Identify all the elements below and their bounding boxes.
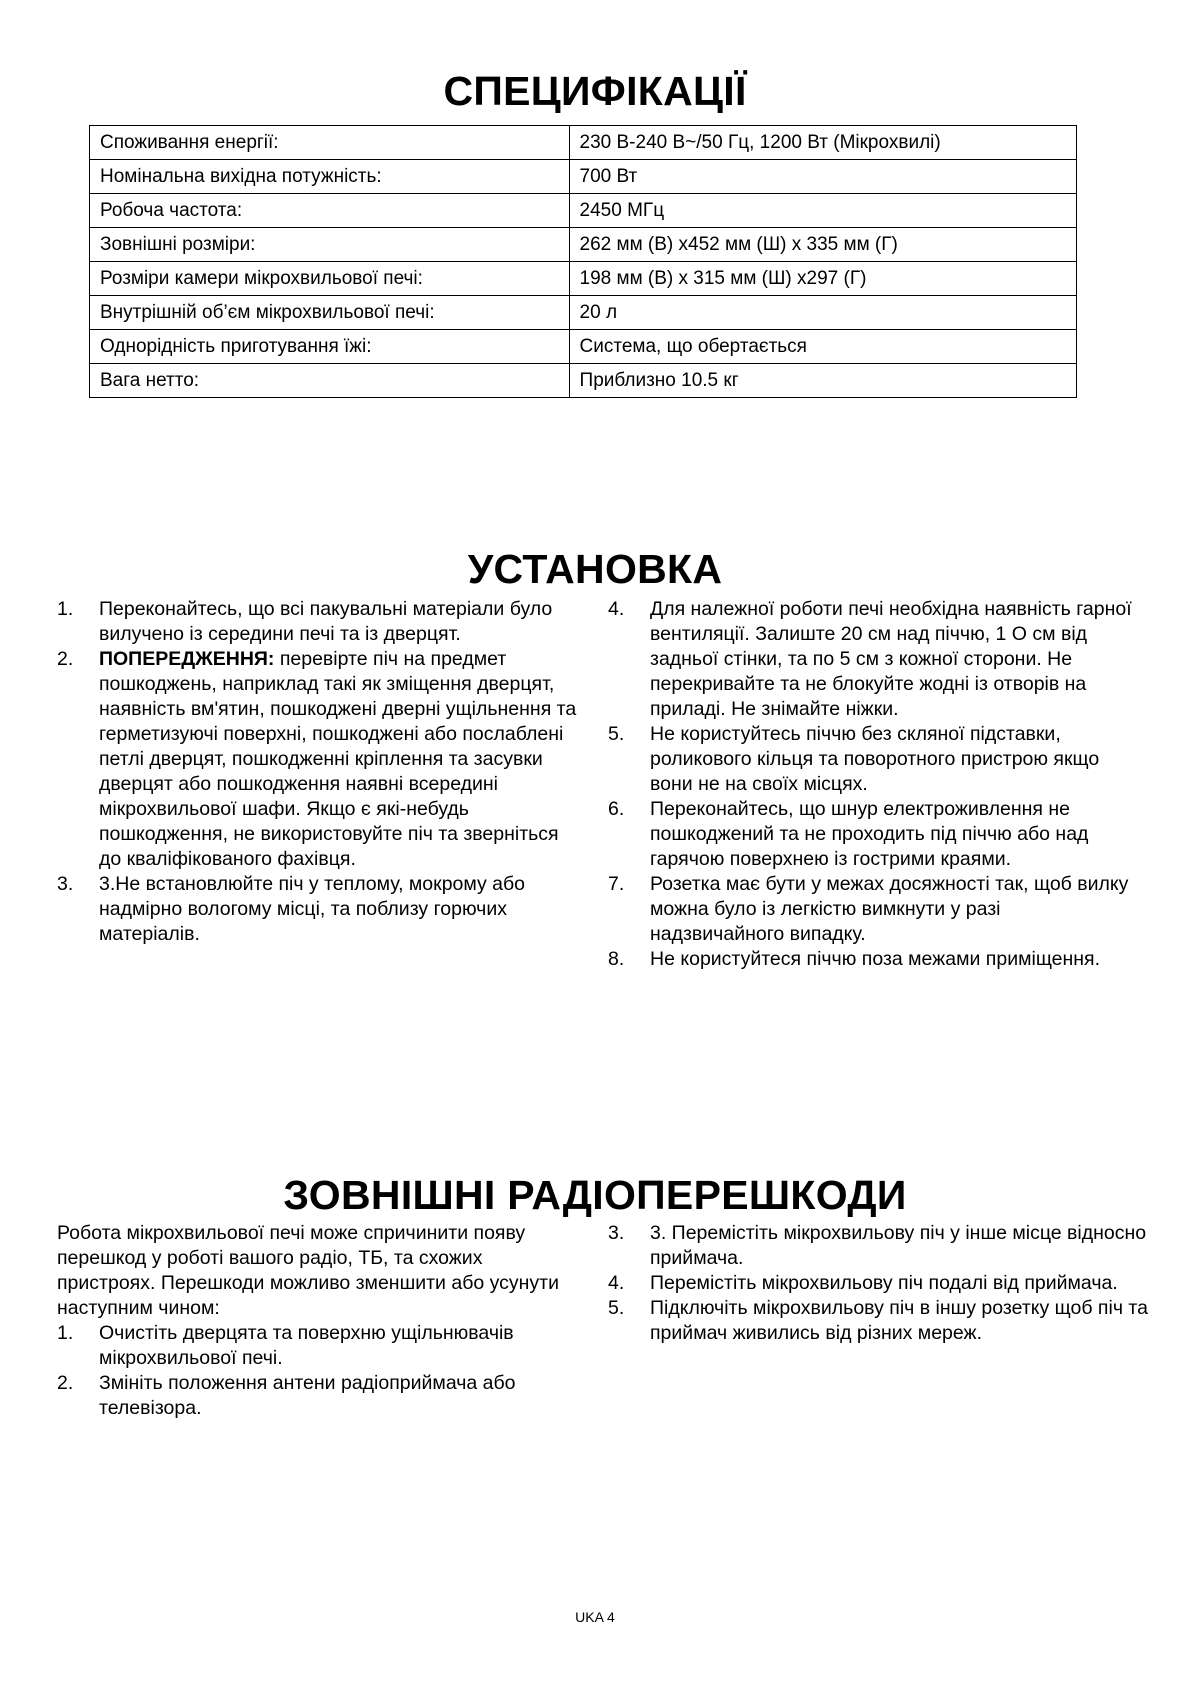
list-item — [57, 872, 577, 947]
spec-value: 2450 МГц — [569, 194, 1076, 228]
item-number: 8. — [608, 948, 625, 970]
spec-value: 20 л — [569, 296, 1076, 330]
spec-label: Номінальна вихідна потужність: — [90, 160, 570, 194]
item-text: Підключіть мікрохвильову піч в іншу розетку щоб піч та приймач живились від різних мереж. — [650, 1297, 1148, 1344]
radio-interference-right — [608, 1221, 1148, 1346]
spec-value: 230 В-240 В~/50 Гц, 1200 Вт (Мікрохвилі) — [569, 126, 1076, 160]
item-text: Переконайтесь, що всі пакувальні матеріали було вилучено із середини печі та із дверцят. — [99, 598, 553, 645]
spec-value: 262 мм (В) x452 мм (Ш) x 335 мм (Г) — [569, 228, 1076, 262]
item-number: 2. — [57, 1372, 74, 1394]
item-text: перевірте піч на предмет пошкоджень, наприклад такі як зміщення дверцят, наявність вм'ятин, пошкоджені дверні ущільнення та герметизуючі поверхні, пошкоджені або послаблені петлі дверцят, пошкодженні кріплення та засувки дверцят або пошкодження наявні всередині мікрохвильової шафи. Якщо є які-небудь пошкодження, не використовуйте піч та зверніться до кваліфікованого фахівця. — [99, 648, 577, 870]
list-item — [57, 647, 577, 872]
table-row — [90, 364, 1077, 398]
item-number: 2. — [57, 648, 74, 670]
list-item — [608, 1271, 1148, 1296]
list-item — [608, 947, 1138, 972]
spec-label: Однорідність приготування їжі: — [90, 330, 570, 364]
item-number: 7. — [608, 873, 625, 895]
item-number: 3. — [608, 1222, 625, 1244]
item-number: 4. — [608, 1272, 625, 1294]
spec-value: Приблизно 10.5 кг — [569, 364, 1076, 398]
item-text: 3.Не встановлюйте піч у теплому, мокрому або надмірно вологому місці, та поблизу горючих матеріалів. — [99, 873, 526, 945]
list-item — [608, 797, 1138, 872]
list-item — [608, 1221, 1148, 1271]
installation-heading: УСТАНОВКА — [467, 546, 723, 592]
item-text: Перемістіть мікрохвильову піч подалі від приймача. — [650, 1272, 1118, 1294]
table-row — [90, 126, 1077, 160]
item-number: 1. — [57, 1322, 74, 1344]
item-text: Для належної роботи печі необхідна наявність гарної вентиляції. Залиште 20 см над піччю, 1 О см від задньої стінки, та по 5 см з кожної сторони. Не перекривайте та не блокуйте жодні із отворів на приладі. Не знімайте ніжки. — [650, 598, 1132, 720]
list-item — [57, 597, 577, 647]
warning-label: ПОПЕРЕДЖЕННЯ: — [99, 648, 275, 670]
page-number: UKA 4 — [575, 1609, 615, 1625]
list-item — [608, 1296, 1148, 1346]
spec-value: 700 Вт — [569, 160, 1076, 194]
spec-label: Зовнішні розміри: — [90, 228, 570, 262]
item-number: 5. — [608, 1297, 625, 1319]
installation-list-left — [57, 597, 577, 947]
spec-label: Внутрішній об’єм мікрохвильової печі: — [90, 296, 570, 330]
spec-value: 198 мм (В) x 315 мм (Ш) x297 (Г) — [569, 262, 1076, 296]
item-number: 3. — [57, 873, 74, 895]
item-text: Розетка має бути у межах досяжності так, щоб вилку можна було із легкістю вимкнути у разі надзвичайного випадку. — [650, 873, 1129, 945]
list-item — [608, 872, 1138, 947]
item-text: Не користуйтеся піччю поза межами приміщення. — [650, 948, 1101, 970]
table-row — [90, 160, 1077, 194]
spec-label: Робоча частота: — [90, 194, 570, 228]
list-item — [608, 722, 1138, 797]
item-text: Не користуйтесь піччю без скляної підставки, роликового кільця та поворотного пристрою якщо вони не на своїх місцях. — [650, 723, 1100, 795]
list-item — [608, 597, 1138, 722]
item-text: Змініть положення антени радіоприймача або телевізора. — [99, 1372, 516, 1419]
table-row — [90, 228, 1077, 262]
spec-value: Система, що обертається — [569, 330, 1076, 364]
list-item — [57, 1371, 577, 1421]
radio-interference-heading: ЗОВНІШНІ РАДІОПЕРЕШКОДИ — [283, 1172, 907, 1218]
table-row — [90, 262, 1077, 296]
table-row — [90, 296, 1077, 330]
specifications-heading: СПЕЦИФІКАЦІЇ — [443, 68, 747, 114]
item-number: 4. — [608, 598, 625, 620]
item-number: 6. — [608, 798, 625, 820]
spec-label: Розміри камери мікрохвильової печі: — [90, 262, 570, 296]
radio-interference-left — [57, 1221, 577, 1421]
specifications-table — [89, 125, 1077, 398]
spec-label: Споживання енергії: — [90, 126, 570, 160]
item-number: 5. — [608, 723, 625, 745]
radio-intro-paragraph: Робота мікрохвильової печі може спричинити появу перешкод у роботі вашого радіо, ТБ, та схожих пристроях. Перешкоди можливо зменшити або усунути наступним чином: — [57, 1222, 560, 1319]
table-row — [90, 194, 1077, 228]
installation-list-right — [608, 597, 1138, 972]
item-text: Очистіть дверцята та поверхню ущільнювачів мікрохвильової печі. — [99, 1322, 514, 1369]
item-text: Переконайтесь, що шнур електроживлення не пошкоджений та не проходить під піччю або над гарячою поверхнею із гострими краями. — [650, 798, 1089, 870]
table-row — [90, 330, 1077, 364]
item-text: 3. Перемістіть мікрохвильову піч у інше місце відносно приймача. — [650, 1222, 1147, 1269]
list-item — [57, 1321, 577, 1371]
spec-label: Вага нетто: — [90, 364, 570, 398]
item-number: 1. — [57, 598, 74, 620]
